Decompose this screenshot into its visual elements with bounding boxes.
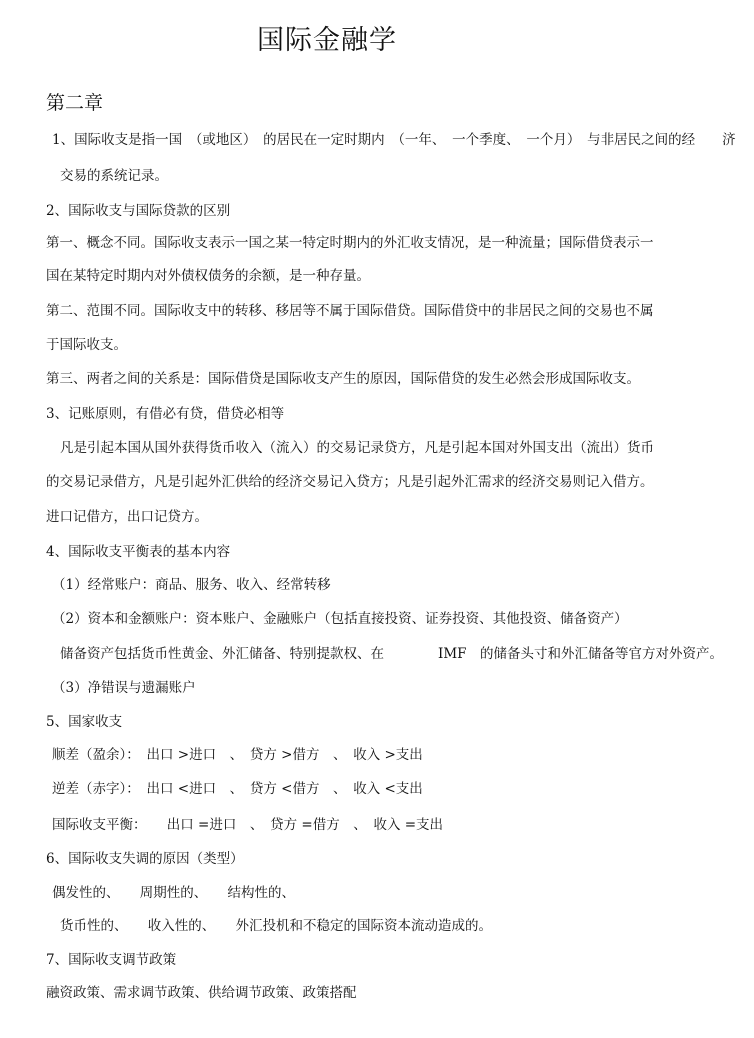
text-line: 国际收支平衡： 出口 =进口 、 贷方 =借方 、 收入 =支出 <box>52 817 444 833</box>
text-line: （1）经常账户：商品、服务、收入、经常转移 <box>52 577 331 593</box>
text-line: 第一、概念不同。国际收支表示一国之某一特定时期内的外汇收支情况，是一种流量；国际借贷表示一 <box>46 235 654 251</box>
section-heading: 5、国家收支 <box>46 714 123 730</box>
text-line: 逆差（赤字）： 出口 <进口 、 贷方 <借方 、 收入 <支出 <box>52 781 423 797</box>
text-line: 储备资产包括货币性黄金、外汇储备、特别提款权、在 IMF 的储备头寸和外汇储备等官方对外资产。 <box>60 646 724 662</box>
section-heading: 7、国际收支调节政策 <box>46 952 177 968</box>
text-line: 货币性的、 收入性的、 外汇投机和不稳定的国际资本流动造成的。 <box>60 918 492 934</box>
text-line: 进口记借方，出口记贷方。 <box>46 509 208 525</box>
text-line: 国在某特定时期内对外债权债务的余额，是一种存量。 <box>46 268 370 284</box>
text-line: 于国际收支。 <box>46 337 127 353</box>
text-line: （2）资本和金额账户：资本账户、金融账户（包括直接投资、证券投资、其他投资、储备资产） <box>52 611 628 627</box>
text-line: 1、国际收支是指一国 （或地区） 的居民在一定时期内 （一年、 一个季度、 一个月） 与非居民之间的经 济 <box>52 132 736 148</box>
section-heading: 2、国际收支与国际贷款的区别 <box>46 203 231 219</box>
text-line: 凡是引起本国从国外获得货币收入（流入）的交易记录贷方，凡是引起本国对外国支出（流出）货币 <box>60 440 654 456</box>
text-line: 的交易记录借方，凡是引起外汇供给的经济交易记入贷方；凡是引起外汇需求的经济交易则记入借方。 <box>46 474 654 490</box>
section-heading: 6、国际收支失调的原因（类型） <box>46 851 244 867</box>
section-heading: 4、国际收支平衡表的基本内容 <box>46 544 231 560</box>
text-line: 第三、两者之间的关系是：国际借贷是国际收支产生的原因，国际借贷的发生必然会形成国际收支。 <box>46 371 640 387</box>
text-line: 第二、范围不同。国际收支中的转移、移居等不属于国际借贷。国际借贷中的非居民之间的交易也不属 <box>46 303 654 319</box>
text-line: 顺差（盈余）： 出口 >进口 、 贷方 >借方 、 收入 >支出 <box>52 747 423 763</box>
text-line: （3）净错误与遗漏账户 <box>52 680 196 696</box>
section-heading: 3、记账原则，有借必有贷，借贷必相等 <box>46 406 285 422</box>
text-line: 交易的系统记录。 <box>60 168 168 184</box>
text-line: 融资政策、需求调节政策、供给调节政策、政策搭配 <box>46 985 357 1001</box>
text-line: 偶发性的、 周期性的、 结构性的、 <box>52 885 295 901</box>
document-title: 国际金融学 <box>257 25 397 56</box>
chapter-heading: 第二章 <box>46 92 104 114</box>
